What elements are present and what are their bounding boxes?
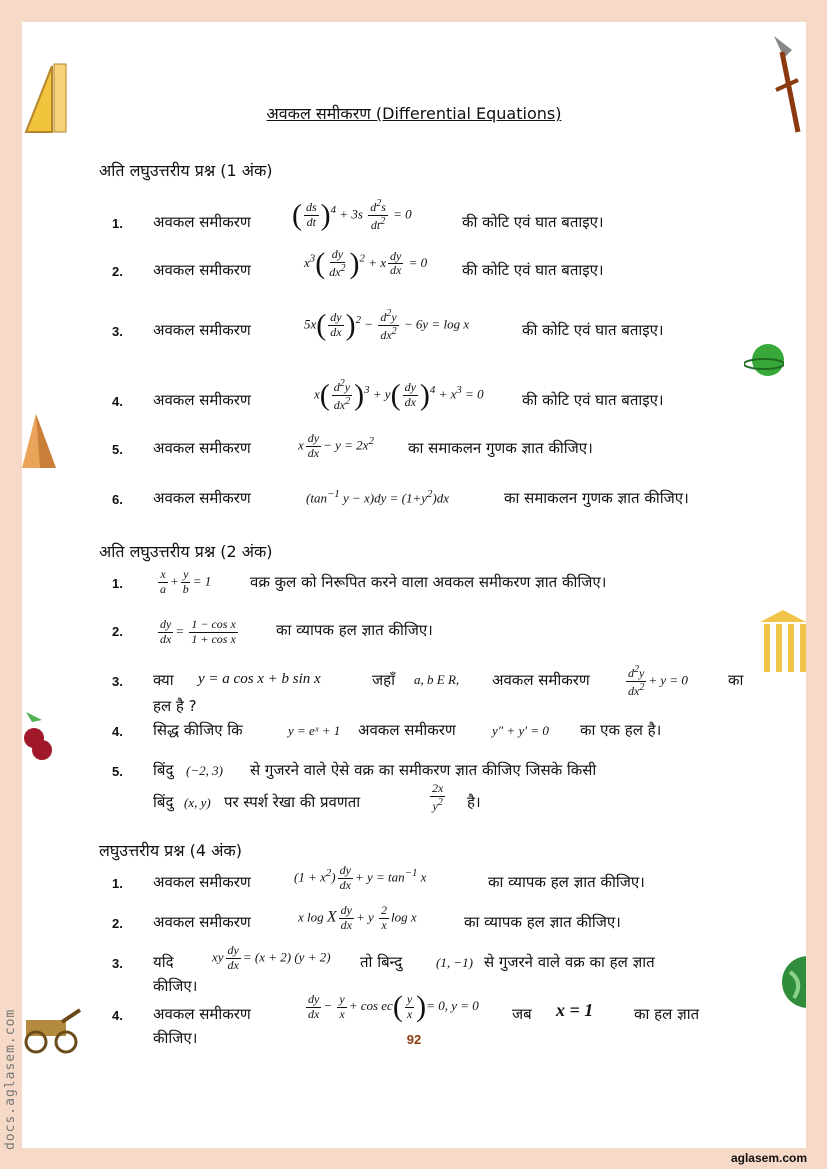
- berries-icon: [22, 708, 56, 764]
- section-heading-3: लघुउत्तरीय प्रश्न (4 अंक): [99, 841, 242, 860]
- equation: $\frac{x}{a}$ + $\frac{y}{b}$ = 1: [160, 567, 212, 596]
- equation: x $\frac{dy}{dx}$ − $y = 2x^2$: [298, 431, 374, 460]
- ruler-triangle-icon: [22, 62, 70, 134]
- cannon-cart-icon: [22, 1000, 82, 1060]
- planet-icon: [744, 338, 784, 382]
- equation: x( $\frac{d^2y}{dx^2}$ )$^3$ + y( $\frac{dy}{dx}$ )$^4 + x^3 = 0$: [314, 378, 484, 412]
- section-heading-1: अति लघुउत्तरीय प्रश्न (1 अंक): [99, 161, 273, 180]
- equation: $(1 + x^2)$ $\frac{dy}{dx}$ + $y = \tan^{-1} x$: [294, 863, 427, 892]
- equation: $x^3$( $\frac{dy}{dx^2}$ )$^2$ + x $\frac{dy}{dx}$ = 0: [304, 246, 428, 280]
- side-watermark: docs.aglasem.com: [3, 1008, 18, 1150]
- equation: $\frac{dy}{dx}$ = $\frac{\text{1 − cos x}}{\text{1 + cos x}}$: [160, 617, 236, 646]
- footer-brand: aglasem.com: [730, 1151, 807, 1165]
- document-page: अवकल समीकरण (Differential Equations) अति लघुउत्तरीय प्रश्न (1 अंक) 1. अवकल समीकरण ( $\frac{ds}{dt}$ )$^4$ + 3s $\frac{d^2s}{dt^2}$ = 0 की कोटि एवं घात बताइए। 2. अवकल समीकरण $x^3$( $\frac{dy}{dx^2}$ )$^2$ + x $\frac{dy}{dx}$ = 0 की कोटि एवं घात बताइए। 3. अवकल समीकरण 5x( $\frac{dy}{dx}$ )$^2$ − $\frac{d^2y}{dx^2}$ − 6y = log x की कोटि एवं घात बताइए। 4. अवकल समीकरण x( $\frac{d^2y}{dx^2}$ )$^3$ + y( $\frac{dy}{dx}$ )$^4 + x^3 = 0$ की कोटि एवं घात बताइए। 5. अवकल समीकरण x $\frac{dy}{dx}$ − $y = 2x^2$ का समाकलन गुणक ज्ञात कीजिए। 6. अवकल समीकरण ($\tan^{-1}$ $y - x)dy = (1+y^2)dx$ का समाकलन गुणक ज्ञात कीजिए। अति लघुउत्तरीय प्रश्न (2 अंक) 1. $\frac{x}{a}$ + $\frac{y}{b}$ = 1 वक्र कुल को निरूपित करने वाला अवकल समीकरण ज्ञात कीजिए। 2. $\frac{dy}{dx}$ = $\frac{\text{1 − cos x}}{\text{1 + cos x}}$ का व्यापक हल ज्ञात कीजिए। 3. क्या y = a cos x + b sin x जहाँ a, b E R, अवकल समीकरण $\frac{d^2y}{dx^2}$ + y = 0 का हल है ? 4. सिद्ध कीजिए कि y = eˣ + 1 अवकल समीकरण y″ + y′ = 0 का एक हल है। 5. बिंदु (−2, 3) से गुजरने वाले ऐसे वक्र का समीकरण ज्ञात कीजिए जिसके किसी बिंदु (x, y) पर स्पर्श रेखा की प्रवणता $\frac{2x}{y^2}$ है। लघुउत्तरीय प्रश्न (4 अंक) 1. अवकल समीकरण $(1 + x^2)$ $\frac{dy}{dx}$ + $y = \tan^{-1} x$ का व्यापक हल ज्ञात कीजिए। 2. अवकल समीकरण x log X $\frac{dy}{dx}$ + y $\frac{2}{x}$ log x का व्यापक हल ज्ञात कीजिए। 3. यदि xy $\frac{dy}{dx}$ = (x + 2) (y + 2) तो बिन्दु (1, −1) से गुजरने वाले वक्र का हल ज्ञात कीजिए। 4. अवकल समीकरण $\frac{dy}{dx}$ − $\frac{y}{x}$ + cos ec( $\frac{y}{x}$ )= 0, y = 0 जब x = 1 का हल ज्ञात कीजिए। 92: [22, 22, 806, 1148]
- columns-building-icon: [760, 608, 806, 678]
- page-number: 92: [406, 1032, 422, 1047]
- page-title: अवकल समीकरण (Differential Equations): [266, 104, 562, 123]
- equation: $\frac{dy}{dx}$ − $\frac{y}{x}$ + cos ec( $\frac{y}{x}$ )= 0, y = 0: [308, 990, 479, 1023]
- equation: ( $\frac{ds}{dt}$ )$^4$ + 3s $\frac{d^2s}{dt^2}$ = 0: [292, 198, 412, 232]
- equation: $\frac{d^2y}{dx^2}$ + y = 0: [628, 664, 688, 698]
- pyramid-icon: [22, 412, 58, 472]
- section-heading-2: अति लघुउत्तरीय प्रश्न (2 अंक): [99, 542, 273, 561]
- equation: 5x( $\frac{dy}{dx}$ )$^2$ − $\frac{d^2y}{dx^2}$ − 6y = log x: [304, 308, 470, 342]
- equation: xy $\frac{dy}{dx}$ = (x + 2) (y + 2): [212, 943, 331, 972]
- equation: ($\tan^{-1}$ $y - x)dy = (1+y^2)dx$: [306, 488, 450, 506]
- equation: x log X $\frac{dy}{dx}$ + y $\frac{2}{x}$ log x: [298, 903, 417, 932]
- pencil-tools-icon: [768, 34, 804, 134]
- equation: $\frac{2x}{y^2}$: [432, 781, 444, 813]
- globe-icon: [780, 952, 806, 1012]
